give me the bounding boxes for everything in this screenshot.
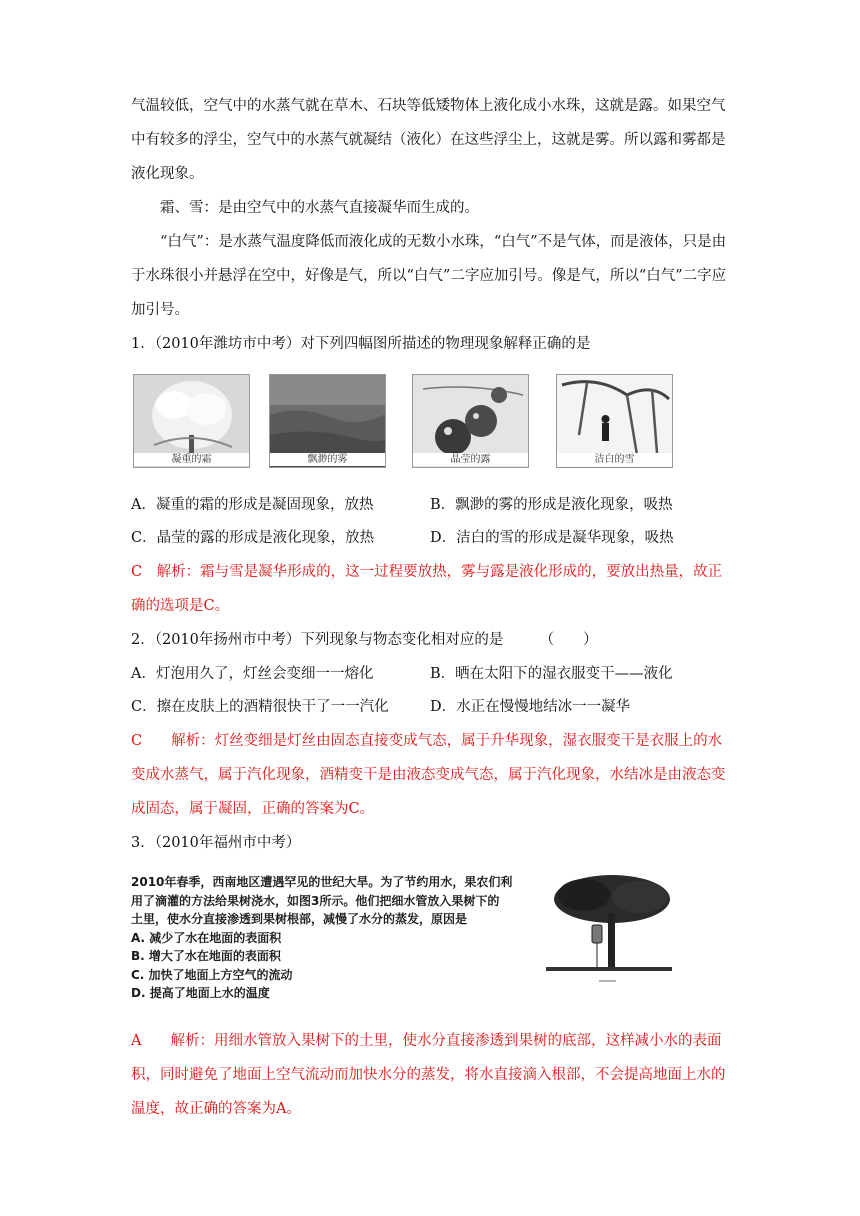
q3-image-option: B. 增大了水在地面的表面积 [131,949,281,963]
q1-option-c: C．晶莹的露的形成是液化现象，放热 [131,530,375,546]
drip-irrigation-tree-figure [544,873,674,985]
q3-problem-image [131,873,671,1000]
caption-dew: 晶莹的露 [413,453,528,466]
frost-snow-paragraph: 霜、雪：是由空气中的水蒸气直接凝华而生成的。 [160,200,479,216]
q2-option-d: D．水正在慢慢地结冰一一凝华 [430,699,631,715]
q3-image-text [131,873,526,1003]
q3-answer: A 解析：用细水管放入果树下的土里，使水分直接渗透到果树的底部，这样减小水的表面积，同时避免了地面上空气流动而加快水分的蒸发，将水直接滴入根部，不会提高地面上水的温度，故正确的答案为A。 [131,1033,726,1117]
q1-photo-strip [133,374,675,468]
caption-frost: 凝重的霜 [134,453,249,466]
q3-image-line: 用了滴灌的方法给果树浇水，如图3所示。他们把细水管放入果树下的 [131,893,500,908]
q1-option-d: D．洁白的雪的形成是凝华现象，吸热 [430,530,674,546]
q2-option-c: C．擦在皮肤上的酒精很快干了一一汽化 [131,699,389,715]
snow-photo [556,374,673,468]
intro-paragraph: 气温较低，空气中的水蒸气就在草木、石块等低矮物体上液化成小水珠，这就是露。如果空气中有较多的浮尘，空气中的水蒸气就凝结（液化）在这些浮尘上，这就是雾。所以露和雾都是液化现象。 [131,98,726,182]
q1-option-b: B．飘渺的雾的形成是液化现象，吸热 [430,497,673,513]
q3-image-option: A. 减少了水在地面的表面积 [131,930,282,945]
dew-photo [412,374,529,468]
q3-image-line: 2010年春季，西南地区遭遇罕见的世纪大旱。为了节约用水，果农们利 [131,875,513,889]
q3-stem: 3．（2010年福州市中考） [131,835,301,851]
white-steam-paragraph: “白气”：是水蒸气温度降低而液化成的无数小水珠，“白气”不是气体，而是液体，只是由于水珠很小并悬浮在空中，好像是气，所以“白气”二字应加引号。像是气，所以“白气”二字应加引号。 [131,234,727,318]
q3-image-option: D. 提高了地面上水的温度 [131,986,270,1000]
q1-option-a: A．凝重的霜的形成是凝固现象，放热 [131,497,374,513]
caption-fog: 飘渺的雾 [270,453,385,466]
q2-answer: C 解析：灯丝变细是灯丝由固态直接变成气态，属于升华现象，湿衣服变干是衣服上的水变成水蒸气，属于汽化现象，酒精变干是由液态变成气态，属于汽化现象，水结冰是由液态变成固态，属于凝固，正确的答案为C。 [131,733,726,817]
q2-option-a: A．灯泡用久了，灯丝会变细一一熔化 [131,666,374,682]
q3-image-option: C. 加快了地面上方空气的流动 [131,967,293,982]
q2-stem: 2．（2010年扬州市中考）下列现象与物态变化相对应的是 （ ） [131,632,598,648]
caption-snow: 洁白的雪 [557,453,672,466]
q1-stem: 1．（2010年潍坊市中考）对下列四幅图所描述的物理现象解释正确的是 [131,336,591,352]
q2-option-b: B．晒在太阳下的湿衣服变干——液化 [430,666,673,682]
fog-photo [269,374,386,468]
frost-photo [133,374,250,468]
q3-image-line: 土里，使水分直接渗透到果树根部，减慢了水分的蒸发，原因是 [131,912,468,926]
q1-answer: C 解析：霜与雪是凝华形成的，这一过程要放热，雾与露是液化形成的，要放出热量，故正确的选项是C。 [131,564,723,614]
